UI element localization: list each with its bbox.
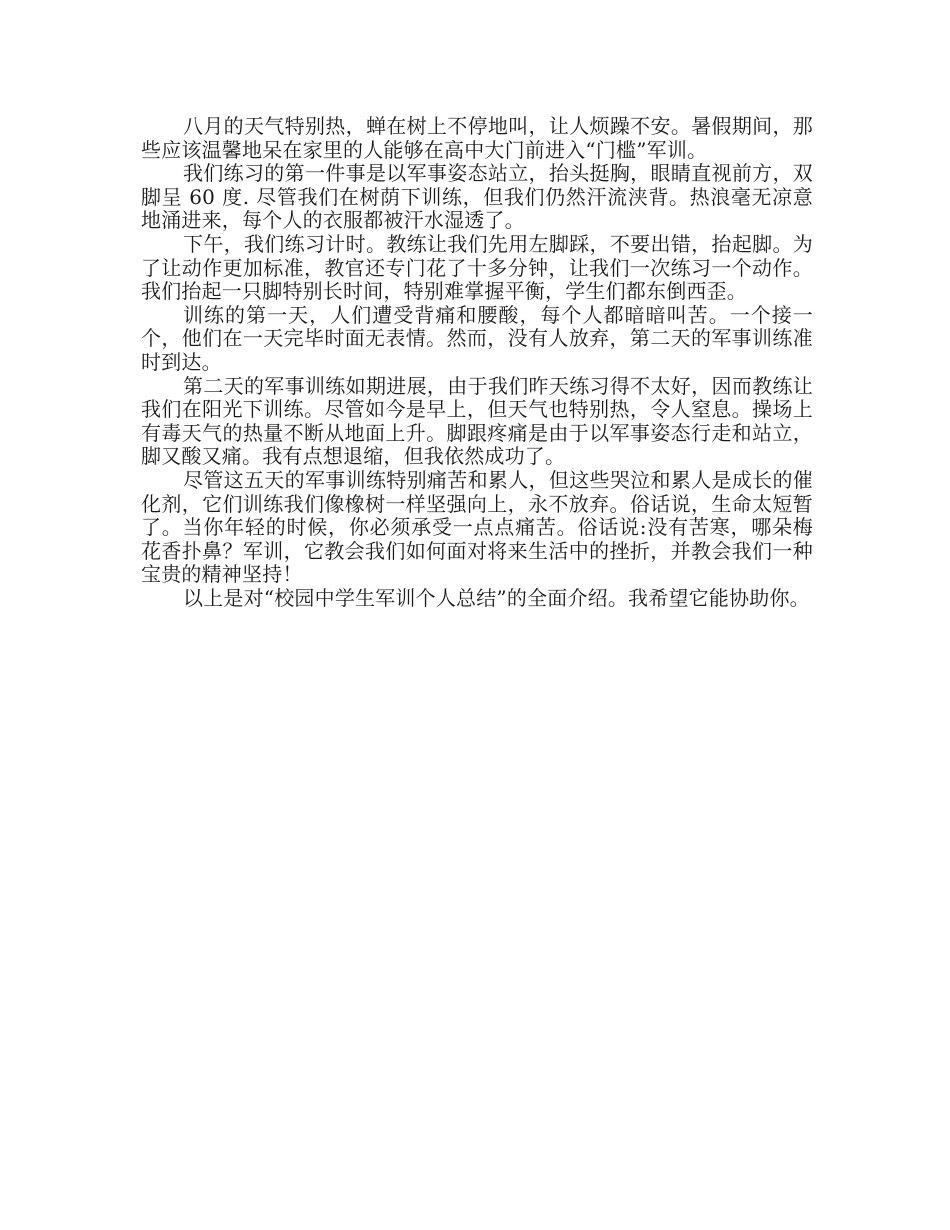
paragraph-6: 尽管这五天的军事训练特别痛苦和累人，但这些哭泣和累人是成长的催化剂，它们训练我们像橡树一样坚强向上，永不放弃。俗话说，生命太短暂了。当你年轻的时候，你必须承受一点点痛苦。俗话说:没有苦寒，哪朵梅花香扑鼻？军训，它教会我们如何面对将来生活中的挫折，并教会我们一种宝贵的精神坚持！ [141,467,813,587]
paragraph-7: 以上是对“校园中学生军训个人总结”的全面介绍。我希望它能协助你。 [183,585,810,610]
document-body [141,115,813,610]
paragraph-3: 下午，我们练习计时。教练让我们先用左脚踩，不要出错，抬起脚。为了让动作更加标准，教官还专门花了十多分钟，让我们一次练习一个动作。我们抬起一只脚特别长时间，特别难掌握平衡，学生们都东倒西歪。 [141,231,813,304]
paragraph-1: 八月的天气特别热，蝉在树上不停地叫，让人烦躁不安。暑假期间，那些应该温馨地呆在家里的人能够在高中大门前进入“门槛”军训。 [141,114,813,162]
paragraph-5: 第二天的军事训练如期进展，由于我们昨天练习得不太好，因而教练让我们在阳光下训练。尽管如今是早上，但天气也特别热，令人窒息。操场上有毒天气的热量不断从地面上升。脚跟疼痛是由于以军事姿态行走和站立，脚又酸又痛。我有点想退缩，但我依然成功了。 [141,373,813,469]
paragraph-4: 训练的第一天，人们遭受背痛和腰酸，每个人都暗暗叫苦。一个接一个，他们在一天完毕时面无表情。然而，没有人放弃，第二天的军事训练准时到达。 [141,302,813,374]
paragraph-2: 我们练习的第一件事是以军事姿态站立，抬头挺胸，眼睛直视前方，双脚呈 60 度. 尽管我们在树荫下训练，但我们仍然汗流浃背。热浪毫无凉意地涌进来，每个人的衣服都被汗水湿透了。 [141,161,813,233]
